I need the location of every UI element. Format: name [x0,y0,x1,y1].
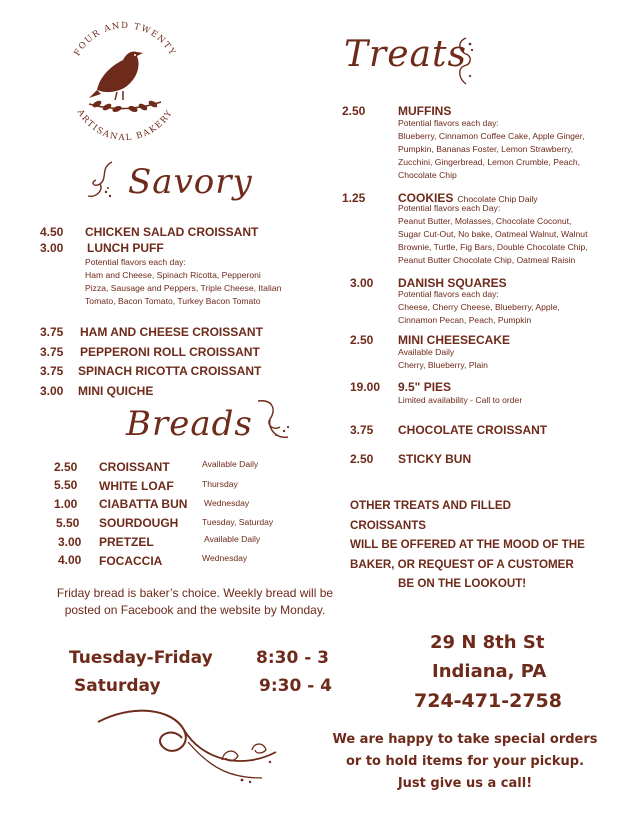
friday-bread-note [30,585,360,619]
bakery-logo [55,8,195,148]
savory-name-3: HAM AND CHEESE CROISSANT [80,325,263,339]
treats-flourish-icon [452,34,478,95]
breads-heading: Breads [126,404,253,444]
treat-name-5: 9.5" PIES [398,380,452,394]
bread-price-2: 5.50 [54,478,78,492]
bottom-flourish-icon [92,700,282,795]
bread-name-1: CROISSANT [99,460,170,474]
treat-note-3-0: Potential flavors each day: [398,289,499,299]
breads-flourish-icon [254,397,294,448]
bird-icon [89,51,143,100]
savory-name-2: LUNCH PUFF [87,241,164,255]
friday-note-line-1: Friday bread is baker’s choice. Weekly bread will be [56,586,334,600]
bread-price-5: 3.00 [58,535,82,549]
savory-note-2-3: Tomato, Bacon Tomato, Turkey Bacon Tomato [85,296,261,306]
treat-price-2: 1.25 [342,191,366,205]
treat-price-1: 2.50 [342,104,366,118]
bread-name-3: CIABATTA BUN [99,497,188,511]
savory-price-3: 3.75 [40,325,64,339]
savory-note-2-2: Pizza, Sausage and Peppers, Triple Cheese, Italian [85,283,282,293]
treat-note-2-3: Brownie, Turtle, Fig Bars, Double Chocolate Chip, [398,242,588,252]
other-line-3: BAKER, OR REQUEST OF A CUSTOMER [350,557,574,571]
treat-note-2-2: Sugar Cut-Out, No bake, Oatmeal Walnut, Walnut [398,229,588,239]
treat-note-1-4: Chocolate Chip [398,170,457,180]
savory-name-4: PEPPERONI ROLL CROISSANT [80,345,260,359]
treat-note-5-0: Limited availability - Call to order [398,395,523,405]
treat-note-1-3: Zucchini, Gingerbread, Lemon Crumble, Peach, [398,157,580,167]
treat-note-1-0: Potential flavors each day: [398,118,499,128]
treat-name-1: MUFFINS [398,104,452,118]
savory-heading: Savory [128,162,253,202]
treat-price-7: 2.50 [350,452,374,466]
treat-name-4: MINI CHEESECAKE [398,333,511,347]
bread-price-6: 4.00 [58,553,82,567]
bread-day-2: Thursday [202,479,238,489]
bread-name-6: FOCACCIA [99,554,163,568]
treat-inline-note-2: Chocolate Chip Daily [457,194,538,204]
treat-price-3: 3.00 [350,276,374,290]
treat-note-4-1: Cherry, Blueberry, Plain [398,360,488,370]
savory-price-1: 4.50 [40,225,64,239]
other-line-4: BE ON THE LOOKOUT! [398,577,527,591]
bread-day-6: Wednesday [202,553,248,563]
address-street: 29 N 8th St [430,632,545,653]
bread-price-1: 2.50 [54,460,78,474]
treat-price-5: 19.00 [350,380,381,394]
hours-days-2: Saturday [74,676,161,696]
treat-note-1-1: Blueberry, Cinnamon Coffee Cake, Apple Ginger, [398,131,585,141]
treat-note-2-0: Potential flavors each Day: [398,203,501,213]
savory-name-6: MINI QUICHE [78,384,154,398]
hours-days-1: Tuesday-Friday [69,648,213,668]
hours-time-1: 8:30 - 3 [256,648,330,668]
treat-note-2-1: Peanut Butter, Molasses, Chocolate Coconut, [398,216,572,226]
bread-day-4: Tuesday, Saturday [202,517,274,527]
treat-note-3-1: Cheese, Cherry Cheese, Blueberry, Apple, [398,302,560,312]
message-line-3: Just give us a call! [397,776,533,791]
message-line-1: We are happy to take special orders [332,732,598,747]
other-line-1: OTHER TREATS AND FILLED CROISSANTS [350,499,512,532]
bread-day-5: Available Daily [204,534,261,544]
bread-day-3: Wednesday [204,498,250,508]
friday-note-line-2: posted on Facebook and the website by Monday. [64,603,326,617]
other-line-2: WILL BE OFFERED AT THE MOOD OF THE [350,538,585,552]
treat-name-6: CHOCOLATE CROISSANT [398,423,548,437]
special-orders-message [320,729,610,795]
bread-day-1: Available Daily [202,459,259,469]
message-line-2: or to hold items for your pickup. [345,754,585,769]
savory-price-6: 3.00 [40,384,64,398]
treat-name-2-label: COOKIES [398,191,454,205]
phone-number: 724-471-2758 [414,690,562,712]
savory-price-5: 3.75 [40,364,64,378]
hours-time-2: 9:30 - 4 [259,676,333,696]
laurel-branch-icon [89,100,161,112]
savory-name-5: SPINACH RICOTTA CROISSANT [78,364,262,378]
treats-heading: Treats [344,34,467,75]
savory-note-2-0: Potential flavors each day: [85,257,186,267]
bread-name-5: PRETZEL [99,535,154,549]
treat-note-1-2: Pumpkin, Bananas Foster, Lemon Strawberry, [398,144,574,154]
savory-price-2: 3.00 [40,241,64,255]
treat-note-4-0: Available Daily [398,347,455,357]
treat-price-4: 2.50 [350,333,374,347]
treat-name-3: DANISH SQUARES [398,276,507,290]
bread-price-4: 5.50 [56,516,80,530]
savory-flourish-icon [86,160,118,207]
treat-note-2-4: Peanut Butter Chocolate Chip, Oatmeal Raisin [398,255,576,265]
address-city: Indiana, PA [432,661,547,682]
bread-name-2: WHITE LOAF [99,479,174,493]
treat-price-6: 3.75 [350,423,374,437]
savory-note-2-1: Ham and Cheese, Spinach Ricotta, Pepperoni [85,270,261,280]
other-treats-note [350,496,590,594]
bread-price-3: 1.00 [54,497,78,511]
logo-top-text: FOUR AND TWENTY [72,20,178,58]
savory-price-4: 3.75 [40,345,64,359]
treat-name-7: STICKY BUN [398,452,472,466]
logo-bottom-text: ARTISANAL BAKERY [74,107,176,144]
bread-name-4: SOURDOUGH [99,516,179,530]
treat-note-3-2: Cinnamon Pecan, Peach, Pumpkin [398,315,532,325]
savory-name-1: CHICKEN SALAD CROISSANT [85,225,259,239]
